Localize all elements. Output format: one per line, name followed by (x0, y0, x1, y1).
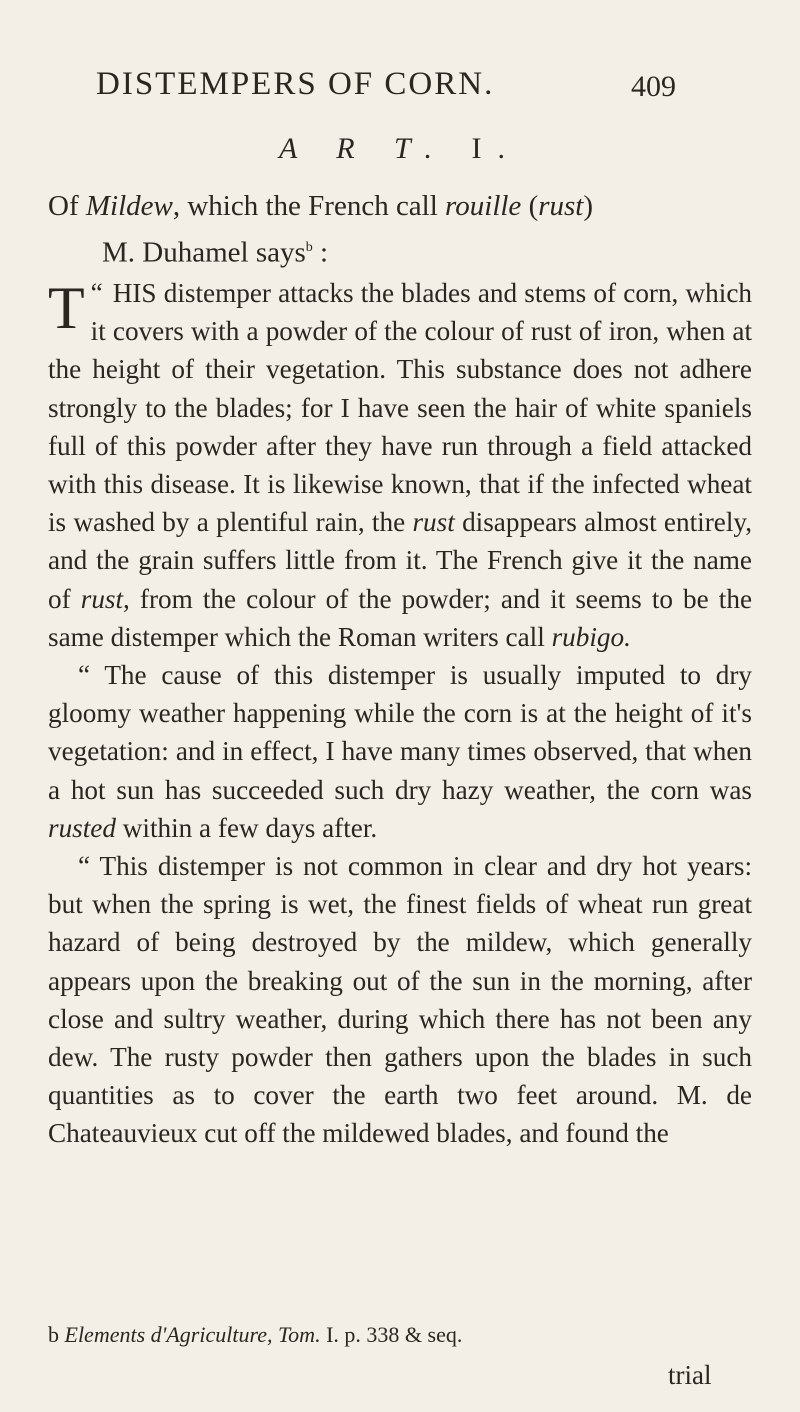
article-number: I. (471, 132, 522, 165)
opening-quote-mark: “ (90, 278, 103, 308)
page-number: 409 (631, 70, 676, 103)
paragraph-text: , from the colour of the powder; and it seems to be the same distemper which the Roman writers call (48, 583, 753, 652)
article-label: A R T. (278, 132, 449, 165)
term-rust: rust (412, 507, 455, 538)
intro-text: ) (583, 190, 594, 222)
intro-term-rust: rust (538, 190, 584, 222)
paragraph-text: “ The cause of this distemper is usually imputed to dry gloomy weather happening while the corn is at the height of it's vegetation: and in effect, I have many times observed, that when a hot sun has succeeded such dry hazy weather, the corn was (48, 660, 752, 805)
term-rusted: rusted (48, 812, 116, 843)
quoted-text (48, 274, 752, 1153)
article-intro (48, 186, 748, 274)
paragraph-1 (48, 274, 752, 656)
catchword: trial (668, 1360, 712, 1390)
paragraph-text: disappears almost entirely, and the grain suffers little from it. The French give it the name of (48, 507, 752, 614)
intro-text: , which the French call (172, 190, 446, 222)
footnote-tom: Tom. (277, 1322, 321, 1347)
intro-line-2 (48, 227, 748, 274)
running-head: DISTEMPERS OF CORN. (96, 66, 495, 102)
term-rubigo: rubigo. (551, 621, 631, 652)
footnote-reference: b (305, 240, 313, 255)
intro-term-rouille: rouille (445, 190, 522, 222)
intro-text: Of (48, 190, 86, 222)
paragraph-text: HIS distemper attacks the blades and stems of corn, which it covers with a powder of the colour of rust of iron, when at the height of their vegetation. This substance does not adhere strongly to the blades; for I have seen the hair of white spaniels full of this powder after they have run through a field attacked with this disease. It is likewise known, that if the infected wheat is washed by a plentiful rain, the (48, 278, 752, 538)
term-rust: rust (80, 583, 124, 614)
intro-text: M. Duhamel says (102, 236, 306, 269)
footnote-citation: I. p. 338 & seq. (320, 1322, 463, 1347)
page-header (96, 66, 676, 110)
intro-term-mildew: Mildew (85, 190, 173, 222)
intro-text: ( (521, 190, 539, 222)
drop-cap: T (48, 275, 85, 341)
footnote-title: Elements d'Agriculture, (64, 1322, 273, 1347)
paragraph-2 (48, 656, 752, 847)
paragraph-3: “ This distemper is not common in clear and dry hot years: but when the spring is wet, the finest fields of wheat run great hazard of being destroyed by the mildew, which generally appears upon the breaking out of the sun in the morning, after close and sultry weather, during which there has not been any dew. The rusty powder then gathers upon the blades in such quantities as to cover the earth two feet around. M. de Chateauvieux cut off the mildewed blades, and found the (48, 851, 752, 1149)
footnote-mark: b (48, 1322, 59, 1347)
intro-text: : (312, 236, 329, 269)
paragraph-text: within a few days after. (115, 812, 378, 843)
footnote (48, 1322, 688, 1348)
article-heading (0, 132, 800, 166)
